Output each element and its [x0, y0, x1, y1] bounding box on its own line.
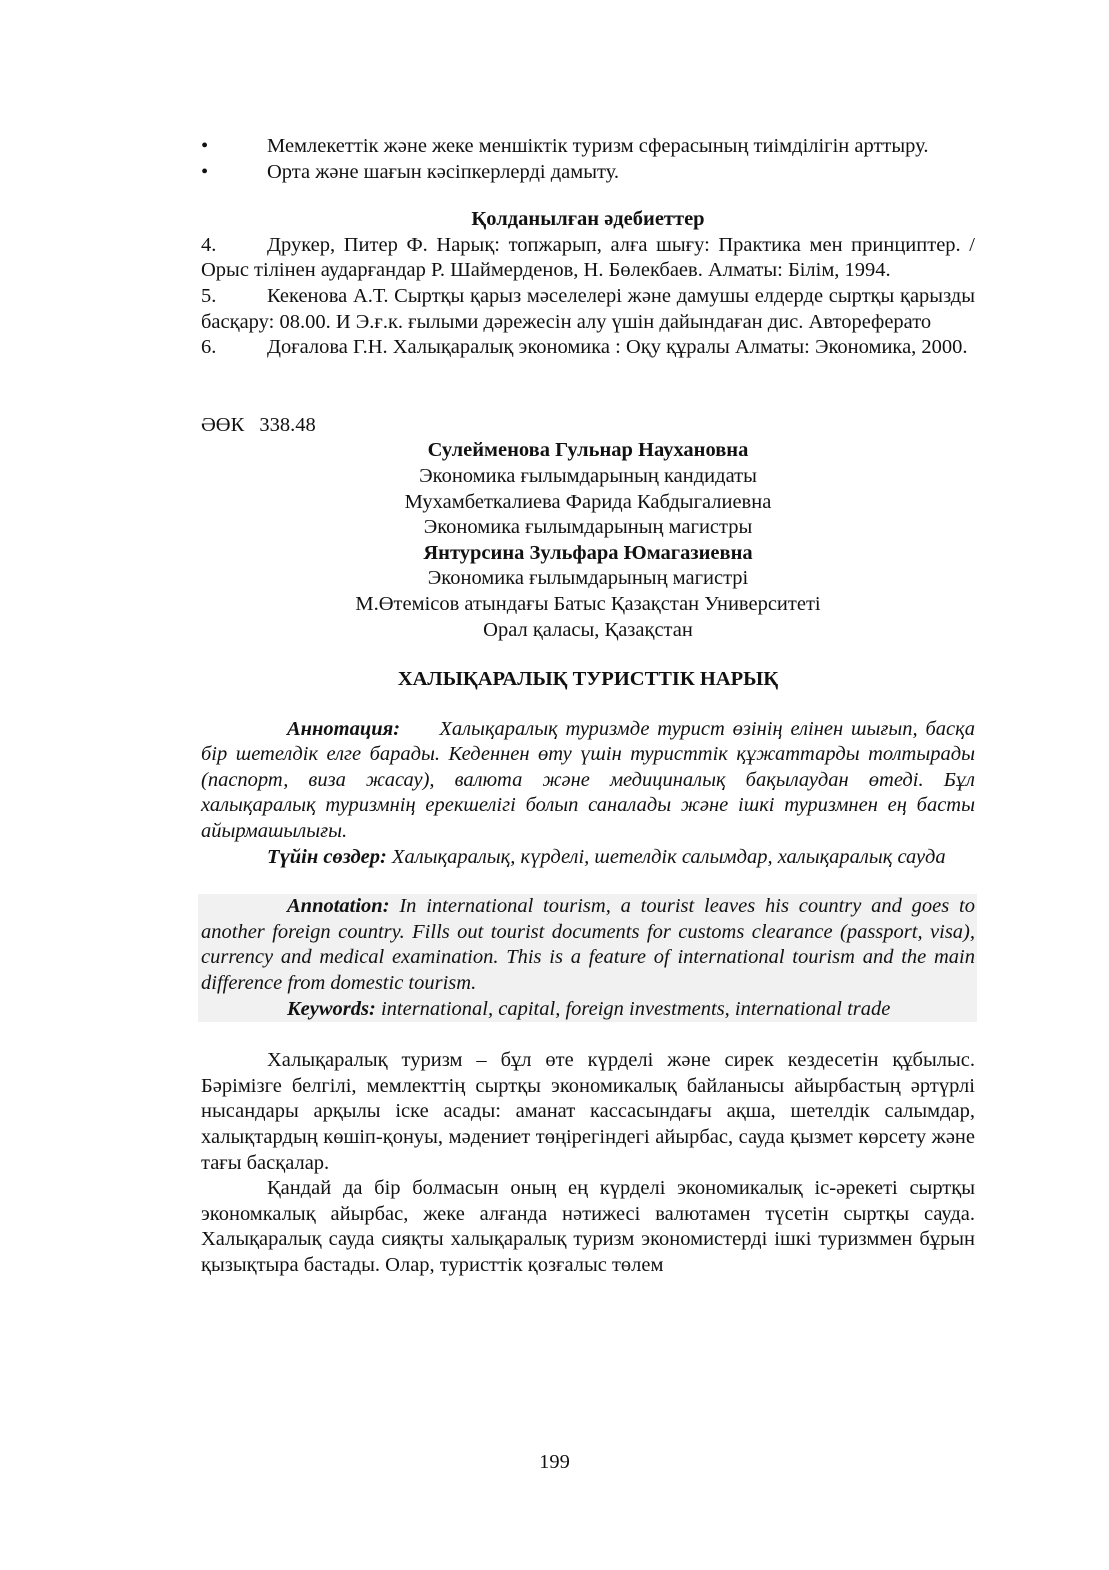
reference-item [201, 335, 975, 361]
annotation-en [201, 894, 975, 996]
reference-number: 4. [201, 233, 217, 256]
page-number: 199 [539, 1451, 570, 1473]
bullet-text: Мемлекеттік және жеке меншіктік туризм сферасының тиімділігін арттыру. [267, 135, 929, 157]
author-block [201, 438, 975, 643]
document-page [201, 134, 975, 1279]
bullet-marker: • [201, 135, 209, 157]
reference-item [201, 284, 975, 335]
reference-text: Кекенова А.Т. Сыртқы қарыз мәселелері және дамушы елдерде сыртқы қарызды басқару: 08.00. И Э.ғ.к. ғылыми дәрежесін алу үшін дайындаған дис. Автореферато [201, 284, 975, 333]
reference-text: Друкер, Питер Ф. Нарық: топжарып, алға шығу: Практика мен принциптер. / Орыс тілінен аударғандар Р. Шаймерденов, Н. Бөлекбаев. Алматы: Білім, 1994. [201, 233, 975, 282]
reference-number: 6. [201, 336, 217, 359]
bullet-text: Орта және шағын кәсіпкерлерді дамыту. [267, 160, 620, 183]
reference-text: Доғалова Г.Н. Халықаралық экономика : Оқу құралы Алматы: Экономика, 2000. [267, 336, 968, 359]
annotation-en-text: In international tourism, a tourist leaves his country and goes to another foreign country. Fills out tourist documents for customs clearance (passport, visa), currency and medical examination. This is a feature of international tourism and the main difference from domestic tourism. [201, 895, 975, 995]
bullet-item [201, 134, 975, 160]
author-line: Янтурсина Зульфара Юмагазиевна [423, 541, 753, 564]
author-line: Экономика ғылымдарының магистры [423, 516, 753, 539]
author-line: М.Өтемісов атындағы Батыс Қазақстан Университеті [355, 592, 821, 615]
keywords-en-label: Keywords: [287, 997, 376, 1020]
bullet-marker: • [201, 160, 209, 183]
annotation-kz [201, 717, 975, 845]
annotation-en-label: Annotation: [287, 895, 390, 918]
annotation-kz-text: Халықаралық туризмде турист өзінің елінен шығып, басқа бір шетелдік елге барады. Кеденнен өту үшін туристтік құжаттарды толтырады (паспорт, виза жасау), валюта және медициналық бақылаудан өтеді. Бұл халықаралық туризмнің ерекшелігі болып саналады және ішкі туризмнен ең басты айырмашылығы. [201, 717, 975, 843]
author-line: Мухамбеткалиева Фарида Кабдыгалиевна [404, 490, 772, 513]
body-paragraph: Халықаралық туризм – бұл өте күрделі және сирек кездесетін құбылыс. Бәрімізге белгілі, мемлекттің сыртқы экономикалық байланысы айырбастың әртүрлі нысандары арқылы іске асады: аманат кассасындағы ақша, шетелдік салымдар, халықтардың көшіп-қонуы, мәдениет төңірегіндегі айырбас, сауда қызмет көрсету және тағы басқалар. [201, 1049, 975, 1174]
annotation-en-box [198, 894, 977, 1022]
reference-item [201, 233, 975, 284]
body-paragraph: Қандай да бір болмасын оның ең күрделі экономикалық іс-әрекеті сыртқы экономкалық айырбас, жеке алғанда нәтижесі валютамен түсетін сыртқы сауда. Халықаралық сауда сияқты халықаралық туризм экономистерді ішкі туризммен бұрын қызықтыра бастады. Олар, туристтік қозғалыс төлем [201, 1177, 975, 1276]
author-line: Сулейменова Гульнар Наухановна [427, 439, 749, 462]
reference-number: 5. [201, 284, 217, 307]
bullet-item [201, 160, 975, 186]
keywords-kz-text: Халықаралық, күрделі, шетелдік салымдар, халықаралық сауда [391, 845, 946, 868]
author-line: Экономика ғылымдарының магистрі [427, 567, 749, 590]
keywords-en [201, 997, 975, 1023]
keywords-kz-label: Түйін сөздер: [267, 845, 387, 868]
annotation-kz-label: Аннотация: [287, 717, 401, 740]
article-title: ХАЛЫҚАРАЛЫҚ ТУРИСТТІК НАРЫҚ [397, 668, 779, 691]
udk-code: ӘӨК 338.48 [201, 413, 316, 436]
references-heading: Қолданылған әдебиеттер [471, 208, 705, 231]
keywords-en-text: international, capital, foreign investments, international trade [380, 997, 891, 1020]
author-line: Орал қаласы, Қазақстан [483, 618, 693, 641]
author-line: Экономика ғылымдарының кандидаты [419, 464, 757, 487]
keywords-kz [201, 845, 975, 871]
